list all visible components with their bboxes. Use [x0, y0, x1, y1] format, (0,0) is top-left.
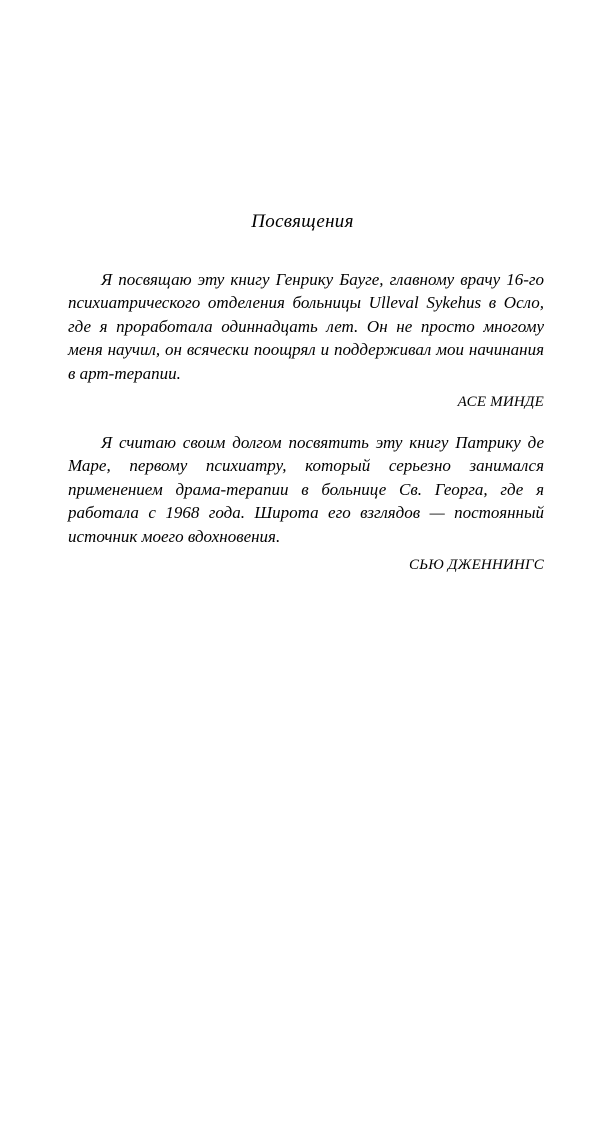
dedication-signature: АСЕ МИНДЕ — [457, 394, 544, 411]
dedication-block — [68, 268, 544, 412]
dedication-text: Я считаю своим долгом посвятить эту книгу Патрику де Маре, первому психиатру, который серьезно занимался применением драма-терапии в больнице Св. Георга, где я работала с 1968 года. Широта его взглядов — постоянный источник моего вдохновения. — [68, 433, 544, 546]
page-title: Посвящения — [251, 211, 354, 232]
dedication-block — [68, 431, 544, 575]
dedication-signature: СЬЮ ДЖЕННИНГС — [409, 557, 544, 574]
dedication-text: Я посвящаю эту книгу Генрику Бауге, главному врачу 16-го психиатрического отделения больницы Ulleval Sykehus в Осло, где я проработала одиннадцать лет. Он не просто многому меня научил, он всячески поощрял и поддерживал мои начинания в арт-терапии. — [68, 270, 544, 383]
